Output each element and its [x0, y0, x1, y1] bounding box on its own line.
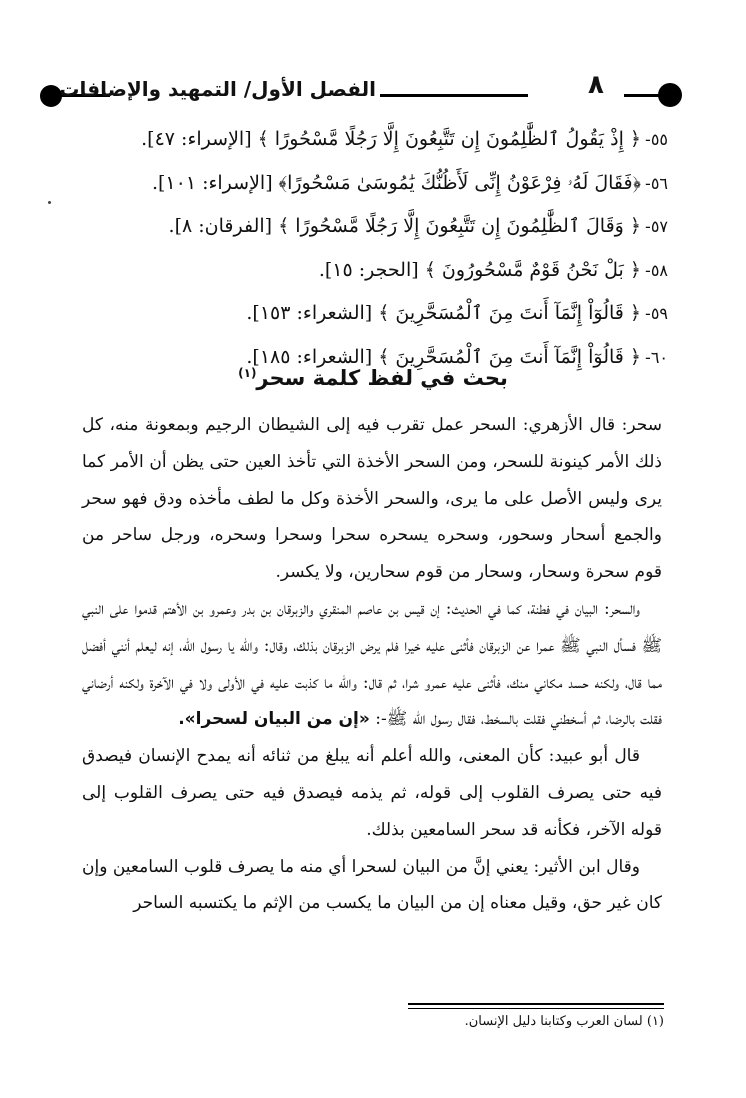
verse-number: ٥٩-	[645, 304, 668, 324]
chapter-title: الفصل الأول/ التمهيد والإضافات	[59, 77, 376, 101]
ornament-line-middle	[380, 94, 528, 97]
verse-text: ﴿ إِذْ يَقُولُ ٱلظَّٰلِمُونَ إِن تَتَّبِعُونَ إِلَّا رَجُلًا مَّسْحُورًا ﴾ [الإسراء: ٤٧].	[141, 128, 642, 150]
verse-item	[68, 118, 668, 162]
verse-text: ﴿ قَالُوٓاْ إِنَّمَآ أَنتَ مِنَ ٱلْمُسَحَّرِينَ ﴾ [الشعراء: ١٨٥].	[246, 345, 642, 368]
footnote-reference: (١)	[238, 366, 257, 380]
ornament-dot-right	[658, 83, 682, 107]
verse-number: ٦٠-	[645, 347, 668, 367]
hadith-quote: «إن من البيان لسحرا».	[178, 709, 370, 730]
verse-number: ٥٧-	[645, 217, 668, 237]
verse-number: ٥٦-	[645, 173, 668, 193]
verse-item	[68, 249, 668, 293]
running-header	[40, 70, 680, 116]
verse-number: ٥٨-	[645, 260, 668, 280]
verse-item	[68, 292, 668, 336]
paragraph-text: والسحر: البيان في فطنة، كما في الحديث: إن قيس بن عاصم المنقري والزبرقان بن بدر وعمرو بن الأهتم قدموا على النبي ﷺ فسأل النبي ﷺ عمرا عن الزبرقان فأثنى عليه خيرا فلم يرض الزبرقان بذلك، وقال: والله يا رسول الله، إنه ليعلم أنني أفضل مما قال، ولكنه حسد مكاني منك، فأثنى عليه عمرو شرا، ثم قال: والله ما كذبت عليه في الأولى ولا في الآخرة ولكنه أرضاني فقلت بالرضا، ثم أسخطني فقلت بالسخط، فقال رسول الله ﷺ-:	[82, 598, 662, 730]
verse-text: ﴿فَقَالَ لَهُۥ فِرْعَوْنُ إِنِّى لَأَظُنُّكَ يَٰمُوسَىٰ مَسْحُورًا﴾ [الإسراء: ١٠١].	[151, 171, 642, 194]
section-heading-text: بحث في لفظ كلمة سحر	[256, 366, 508, 390]
verse-list	[68, 118, 668, 380]
stray-mark	[48, 201, 51, 204]
verse-number: ٥٥-	[645, 130, 668, 149]
verse-text: ﴿ وَقَالَ ٱلظَّٰلِمُونَ إِن تَتَّبِعُونَ إِلَّا رَجُلًا مَّسْحُورًا ﴾ [الفرقان: ٨].	[168, 215, 642, 238]
verse-text: ﴿ قَالُوٓاْ إِنَّمَآ أَنتَ مِنَ ٱلْمُسَحَّرِينَ ﴾ [الشعراء: ١٥٣].	[246, 302, 642, 325]
verse-item	[68, 162, 668, 206]
footnote: (١) لسان العرب وكتابنا دليل الإنسان.	[464, 1014, 664, 1029]
paragraph	[82, 591, 662, 738]
paragraph: قال أبو عبيد: كأن المعنى، والله أعلم أنه يبلغ من ثنائه أنه يمدح الإنسان فيصدق فيه حتى يصرف القلوب إلى قوله، ثم يذمه فيصدق فيه حتى يصرف القلوب إلى قوله الآخر، فكأنه قد سحر السامعين بذلك.	[82, 746, 662, 840]
footnote-separator	[408, 1003, 664, 1005]
verse-text: ﴿ بَلْ نَحْنُ قَوْمٌ مَّسْحُورُونَ ﴾ [الحجر: ١٥].	[318, 258, 642, 281]
footnote-separator-thin	[408, 1008, 664, 1009]
verse-item	[68, 205, 668, 249]
paragraph: سحر: قال الأزهري: السحر عمل تقرب فيه إلى الشيطان الرجيم وبمعونة منه، كل ذلك الأمر كينونة للسحر، ومن السحر الأخذة التي تأخذ العين حتى يظن أن الأمر كما يرى وليس الأصل على ما يرى، والسحر الأخذة وكل ما لطف مأخذه ودق فهو سحر والجمع أسحار وسحور، وسحره يسحره سحرا وسحرا وسحره، ورجل ساحر من قوم سحرة وسحار، وسحار من قوم سحارين، ولا يكسر.	[82, 415, 662, 583]
page-number: ٨	[588, 70, 604, 100]
body-text	[82, 407, 662, 922]
ornament-line-right	[624, 94, 662, 97]
paragraph: وقال ابن الأثير: يعني إنَّ من البيان لسحرا أي منه ما يصرف قلوب السامعين وإن كان غير حق، وقيل معناه إن من البيان ما يكسب من الإثم ما يكتسبه الساحر	[82, 856, 662, 914]
section-heading	[0, 366, 746, 390]
